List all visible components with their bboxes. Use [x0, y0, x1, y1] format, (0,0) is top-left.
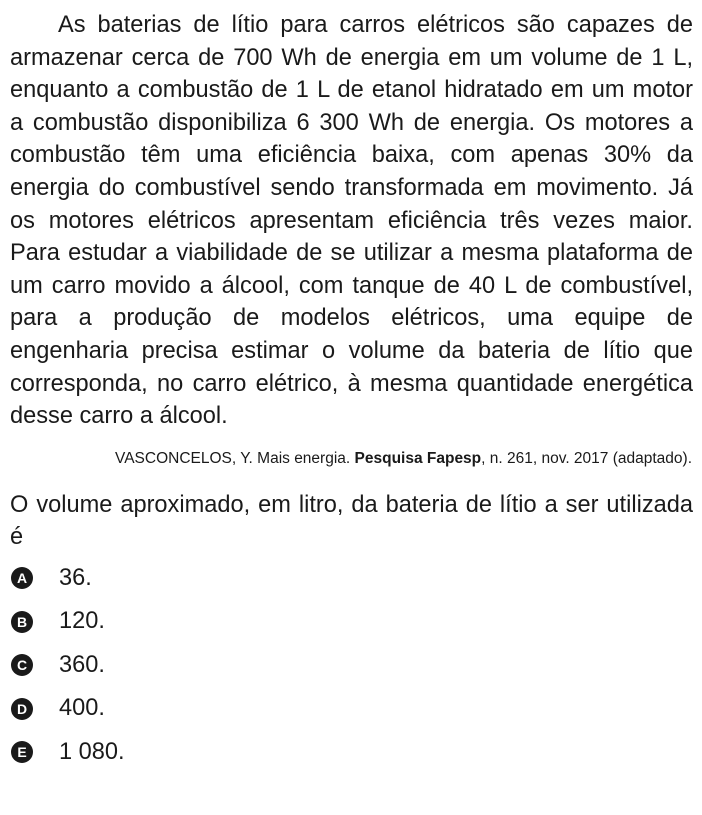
option-a-letter-badge: A — [11, 567, 33, 589]
option-c-letter-badge: C — [11, 654, 33, 676]
citation-details: , n. 261, nov. 2017 (adaptado). — [481, 449, 692, 467]
option-e-letter-badge: E — [11, 741, 33, 763]
option-c[interactable] — [10, 651, 693, 680]
option-e-text: 1 080. — [59, 738, 125, 765]
passage-text: As baterias de lítio para carros elétricos são capazes de armazenar cerca de 700 Wh de energia em um volume de 1 L, enquanto a combustão de 1 L de etanol hidratado em um motor a combustão disponibiliza 6 300 Wh de energia. Os motores a combustão têm uma eficiência baixa, com apenas 30% da energia do combustível sendo transformada em movimento. Já os motores elétricos apresentam eficiência três vezes maior. Para estudar a viabilidade de se utilizar a mesma plataforma de um carro movido a álcool, com tanque de 40 L de combustível, para a produção de modelos elétricos, uma equipe de engenharia precisa estimar o volume da bateria de lítio que corresponda, no carro elétrico, à mesma quantidade energética desse carro a álcool. — [10, 12, 693, 430]
citation-source: Pesquisa Fapesp — [354, 449, 482, 467]
option-e[interactable] — [10, 738, 693, 767]
citation — [10, 449, 693, 469]
option-c-text: 360. — [59, 651, 105, 678]
question-stem: O volume aproximado, em litro, da bateria de lítio a ser utilizada é — [10, 491, 693, 551]
citation-author: VASCONCELOS, Y. Mais energia. — [115, 449, 355, 467]
option-b-text: 120. — [59, 608, 105, 635]
option-d[interactable] — [10, 694, 693, 723]
option-a-text: 36. — [59, 564, 92, 591]
option-b-letter-badge: B — [11, 611, 33, 633]
option-d-letter-badge: D — [11, 698, 33, 720]
option-d-text: 400. — [59, 695, 105, 722]
answer-options — [10, 564, 693, 767]
option-b[interactable] — [10, 607, 693, 636]
option-a[interactable] — [10, 564, 693, 593]
